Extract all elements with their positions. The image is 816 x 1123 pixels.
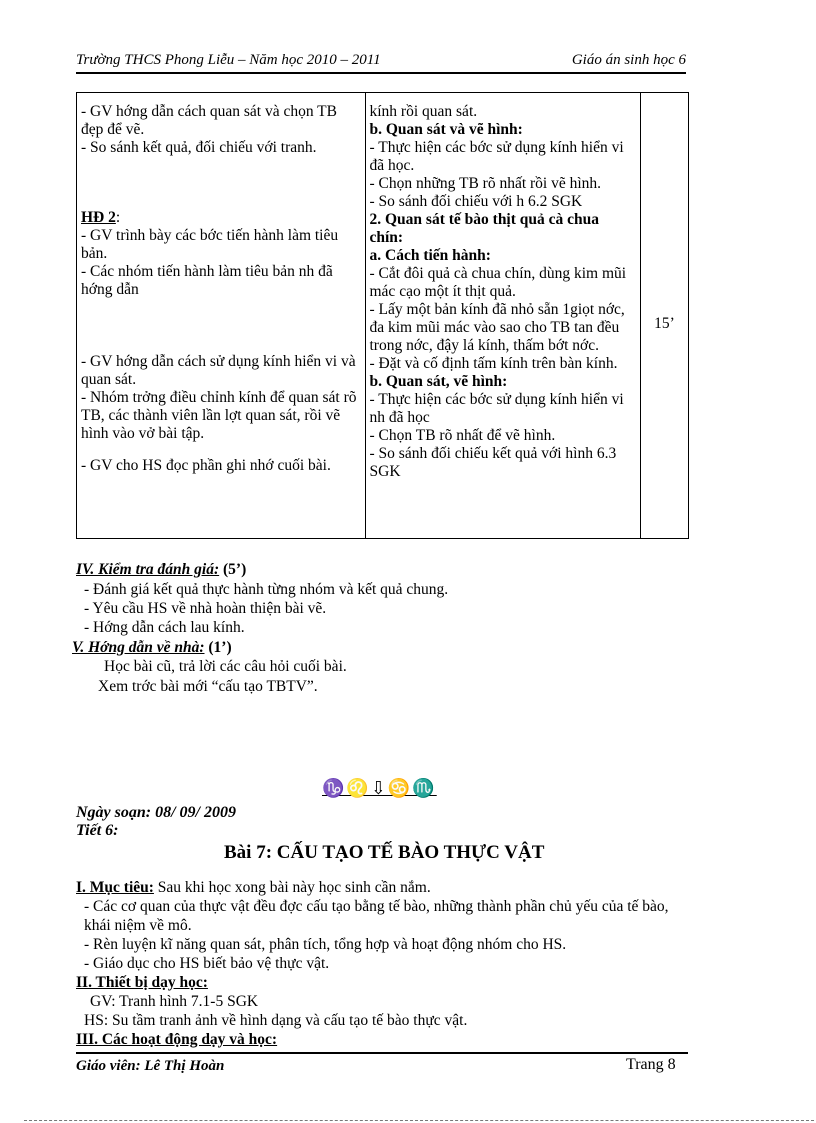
section-1-heading bbox=[76, 878, 688, 897]
section-4-list bbox=[84, 580, 448, 637]
list-item: - Cắt đôi quả cà chua chín, dùng kim mũi mác cạo một ít thịt quả. bbox=[369, 265, 627, 300]
subheading: b. Quan sát, vẽ hình: bbox=[369, 373, 508, 390]
subheading: b. Quan sát và vẽ hình: bbox=[369, 121, 523, 138]
list-item: - GV cho HS đọc phần ghi nhớ cuối bài. bbox=[81, 457, 331, 474]
page-number: Trang 8 bbox=[626, 1056, 676, 1073]
list-item: - So sánh đối chiếu với h 6.2 SGK bbox=[369, 193, 583, 210]
period-text: Tiết 6: bbox=[76, 822, 119, 839]
subheading: 2. Quan sát tế bào thịt quả cà chua chín: bbox=[369, 211, 600, 246]
list-item: - GV hớng dẫn cách sử dụng kính hiển vi và quan sát. bbox=[81, 353, 356, 388]
list-item: GV: Tranh hình 7.1-5 SGK bbox=[90, 993, 259, 1010]
list-item: - GV trình bày các bớc tiến hành làm tiêu bản. bbox=[81, 227, 339, 262]
list-item: - Nhóm trởng điều chỉnh kính để quan sát rõ TB, các thành viên lần lợt quan sát, rồi vẽ hình vào vở bài tập. bbox=[81, 389, 357, 442]
list-item: - Các nhóm tiến hành làm tiêu bản nh đã hớng dẫn bbox=[81, 263, 333, 298]
list-item: - Lấy một bản kính đã nhỏ sẵn 1giọt nớc, đa kim mũi mác vào sao cho TB tan đều trong nớc, đậy lá kính, thấm bớt nớc. bbox=[369, 301, 625, 354]
list-item: kính rồi quan sát. bbox=[369, 103, 478, 120]
list-item: - Thực hiện các bớc sử dụng kính hiển vi nh đã học bbox=[369, 391, 624, 426]
list-item: - Yêu cầu HS về nhà hoàn thiện bài vẽ. bbox=[84, 600, 327, 617]
preparation-date bbox=[76, 804, 236, 840]
page-header bbox=[76, 52, 686, 74]
header-school: Trường THCS Phong Liễu – Năm học 2010 – 2011 bbox=[76, 52, 381, 68]
section-5-time: (1’) bbox=[208, 639, 232, 656]
section-4-label: IV. Kiểm tra đánh giá: bbox=[76, 561, 220, 578]
section-4-time: (5’) bbox=[223, 561, 247, 578]
list-item: - Chọn những TB rõ nhất rồi vẽ hình. bbox=[369, 175, 602, 192]
section-5-label: V. Hớng dẫn về nhà: bbox=[72, 639, 205, 656]
table-row bbox=[77, 93, 689, 539]
teacher-activity-cell bbox=[77, 93, 366, 539]
list-item: - Rèn luyện kĩ năng quan sát, phân tích, tổng hợp và hoạt động nhóm cho HS. bbox=[84, 936, 567, 953]
activity-colon: : bbox=[115, 209, 121, 226]
activity-heading bbox=[81, 209, 361, 227]
list-item: Học bài cũ, trả lời các câu hỏi cuối bài. bbox=[104, 658, 347, 675]
student-activity-cell bbox=[365, 93, 641, 539]
section-1 bbox=[76, 878, 688, 1049]
list-item: HS: Su tầm tranh ảnh về hình dạng và cấu tạo tế bào thực vật. bbox=[84, 1012, 468, 1029]
page-break-divider bbox=[24, 1120, 814, 1121]
list-item: - Thực hiện các bớc sử dụng kính hiển vi đã học. bbox=[369, 139, 624, 174]
section-4-title bbox=[76, 560, 246, 579]
section-2-title: II. Thiết bị dạy học: bbox=[76, 974, 208, 991]
list-item: - Giáo dục cho HS biết bảo vệ thực vật. bbox=[84, 955, 330, 972]
section-3-title: III. Các hoạt động dạy và học: bbox=[76, 1031, 278, 1048]
list-item: - GV hớng dẫn cách quan sát và chọn TB đẹp để vẽ. bbox=[81, 103, 337, 138]
activity-label: HĐ 2 bbox=[81, 209, 116, 226]
footer-teacher: Giáo viên: Lê Thị Hoàn bbox=[76, 1058, 225, 1074]
lesson-table bbox=[76, 92, 689, 539]
list-item: - Đánh giá kết quả thực hành từng nhóm và kết quả chung. bbox=[84, 581, 449, 598]
list-item: - Các cơ quan của thực vật đều đợc cấu tạo bằng tế bào, những thành phần chủ yếu của tế bào, khái niệm về mô. bbox=[84, 898, 669, 934]
list-item: Xem trớc bài mới “cấu tạo TBTV”. bbox=[98, 678, 318, 695]
time-value: 15’ bbox=[654, 315, 675, 332]
footer-divider bbox=[76, 1052, 688, 1054]
section-1-intro: Sau khi học xong bài này học sinh cần nắm. bbox=[157, 879, 431, 896]
list-item: - So sánh kết quả, đối chiếu với tranh. bbox=[81, 139, 317, 156]
list-item: - So sánh đối chiếu kết quả với hình 6.3 SGK bbox=[369, 445, 617, 480]
date-text: Ngày soạn: 08/ 09/ 2009 bbox=[76, 804, 236, 821]
section-5-title bbox=[72, 638, 232, 657]
lesson-title: Bài 7: CẤU TẠO TẾ BÀO THỰC VẬT bbox=[224, 842, 545, 863]
section-1-label: I. Mục tiêu: bbox=[76, 879, 154, 896]
list-item: - Đặt và cố định tấm kính trên bàn kính. bbox=[369, 355, 618, 372]
ornament-symbols: ♑♌⇩♋♏ bbox=[322, 778, 437, 798]
subheading: a. Cách tiến hành: bbox=[369, 247, 491, 264]
list-item: - Chọn TB rõ nhất để vẽ hình. bbox=[369, 427, 556, 444]
list-item: - Hớng dẫn cách lau kính. bbox=[84, 619, 245, 636]
header-subject: Giáo án sinh học 6 bbox=[571, 52, 686, 68]
time-cell bbox=[641, 93, 689, 539]
